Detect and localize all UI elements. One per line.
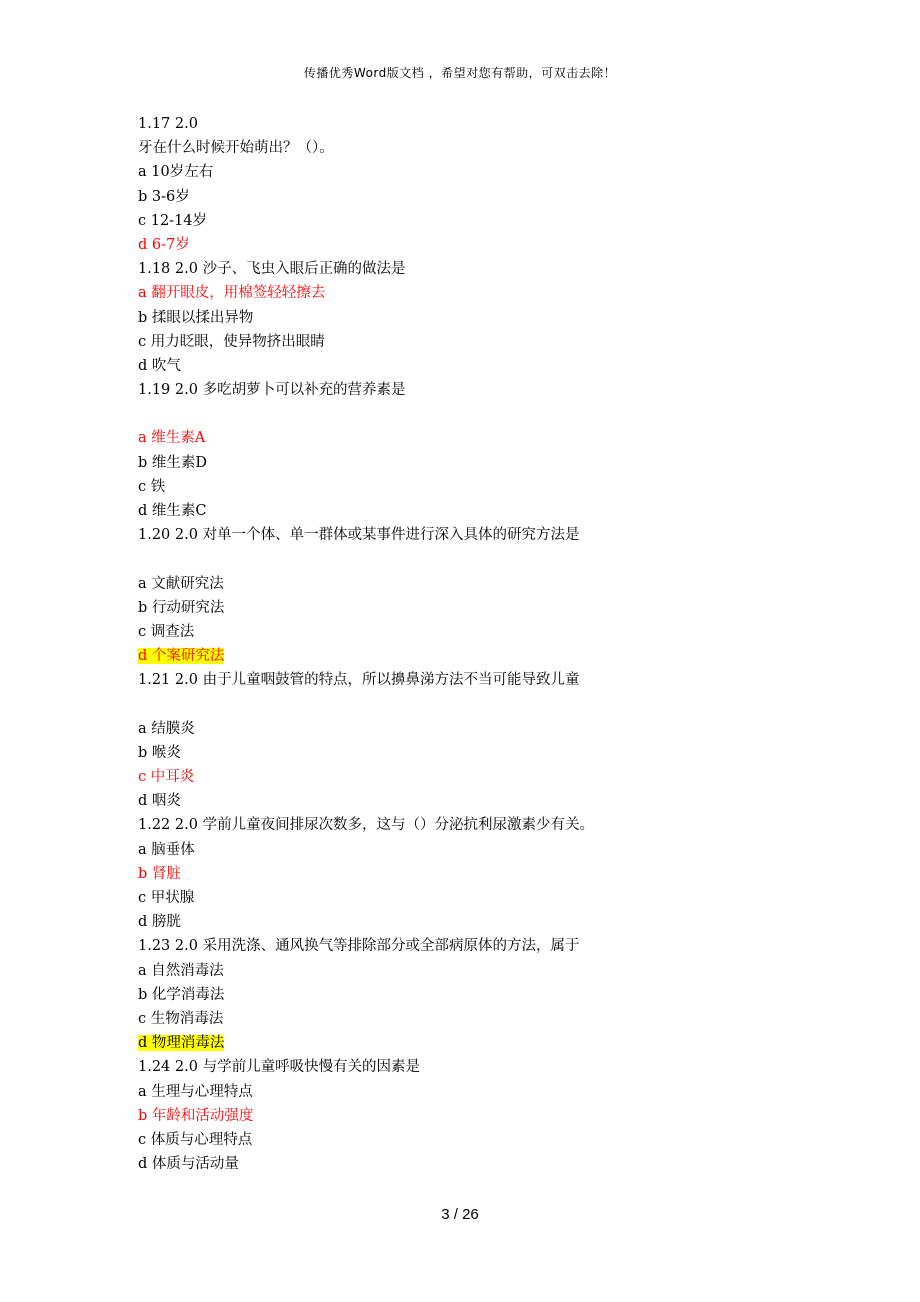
line-text: a 翻开眼皮，用棉签轻轻擦去 xyxy=(138,285,326,302)
question-text xyxy=(138,136,778,160)
line-text: a 文献研究法 xyxy=(138,575,224,592)
answer-option xyxy=(138,1104,778,1128)
line-text: c 体质与心理特点 xyxy=(138,1131,253,1148)
line-text: b 年龄和活动强度 xyxy=(138,1107,254,1124)
line-text: d 膀胱 xyxy=(138,914,181,931)
answer-option xyxy=(138,306,778,330)
line-text: c 甲状腺 xyxy=(138,890,195,906)
line-text: d 吹气 xyxy=(138,357,181,374)
line-text: 1.17 2.0 xyxy=(138,116,198,132)
question-text xyxy=(138,934,778,958)
answer-option xyxy=(138,959,778,983)
answer-option xyxy=(138,910,778,934)
answer-option xyxy=(138,983,778,1007)
answer-option xyxy=(138,838,778,862)
line-text: 1.23 2.0 采用洗涤、通风换气等排除部分或全部病原体的方法，属于 xyxy=(138,938,580,955)
line-text: 1.21 2.0 由于儿童咽鼓管的特点，所以擤鼻涕方法不当可能导致儿童 xyxy=(138,672,580,689)
blank-line xyxy=(138,693,778,717)
question-text xyxy=(138,1055,778,1079)
line-text: a 自然消毒法 xyxy=(138,962,224,979)
line-text: b 喉炎 xyxy=(138,744,181,761)
answer-option xyxy=(138,717,778,741)
answer-option xyxy=(138,160,778,184)
answer-option xyxy=(138,1031,778,1055)
line-text: a 10岁左右 xyxy=(138,164,214,181)
line-text: d 6-7岁 xyxy=(138,236,190,253)
answer-option xyxy=(138,281,778,305)
answer-option xyxy=(138,1128,778,1152)
line-text: 1.19 2.0 多吃胡萝卜可以补充的营养素是 xyxy=(138,382,406,399)
line-text: d 体质与活动量 xyxy=(138,1156,239,1173)
line-text: 1.20 2.0 对单一个体、单一群体或某事件进行深入具体的研究方法是 xyxy=(138,527,580,544)
line-text: d 个案研究法 xyxy=(138,648,225,665)
answer-option xyxy=(138,886,778,910)
line-text: b 维生素D xyxy=(138,454,208,471)
line-text: c 12-14岁 xyxy=(138,212,208,229)
blank-line xyxy=(138,402,778,426)
line-text: c 用力眨眼，使异物挤出眼睛 xyxy=(138,333,325,350)
question-text xyxy=(138,112,778,136)
answer-option xyxy=(138,572,778,596)
answer-option xyxy=(138,451,778,475)
question-text xyxy=(138,257,778,281)
line-text: b 3-6岁 xyxy=(138,188,190,205)
page-header: 传播优秀Word版文档 ，希望对您有帮助，可双击去除！ xyxy=(303,66,617,80)
line-text: 1.22 2.0 学前儿童夜间排尿次数多，这与（）分泌抗利尿激素少有关。 xyxy=(138,817,595,834)
answer-option xyxy=(138,1080,778,1104)
line-text: d 维生素C xyxy=(138,503,207,519)
line-text: c 调查法 xyxy=(138,623,195,640)
line-text: b 化学消毒法 xyxy=(138,986,225,1003)
line-text: c 生物消毒法 xyxy=(138,1010,224,1027)
answer-option xyxy=(138,1007,778,1031)
line-text: d 咽炎 xyxy=(138,793,181,810)
answer-option xyxy=(138,644,778,668)
answer-option xyxy=(138,789,778,813)
answer-option xyxy=(138,862,778,886)
answer-option xyxy=(138,596,778,620)
line-text: 1.24 2.0 与学前儿童呼吸快慢有关的因素是 xyxy=(138,1059,421,1076)
question-text xyxy=(138,378,778,402)
line-text: b 行动研究法 xyxy=(138,599,225,616)
line-text: c 中耳炎 xyxy=(138,769,195,786)
answer-option xyxy=(138,354,778,378)
question-text xyxy=(138,523,778,547)
page-number: 3 / 26 xyxy=(441,1206,479,1223)
answer-option xyxy=(138,475,778,499)
line-text: a 维生素A xyxy=(138,430,206,447)
line-text: b 揉眼以揉出异物 xyxy=(138,309,254,326)
answer-option xyxy=(138,330,778,354)
answer-option xyxy=(138,233,778,257)
line-text: 牙在什么时候开始萌出？（）。 xyxy=(138,140,334,157)
answer-option xyxy=(138,426,778,450)
answer-option xyxy=(138,620,778,644)
answer-option xyxy=(138,741,778,765)
line-text: a 脑垂体 xyxy=(138,841,195,858)
line-text: a 结膜炎 xyxy=(138,720,195,737)
document-body xyxy=(138,112,778,1176)
answer-option xyxy=(138,1152,778,1176)
question-text xyxy=(138,813,778,837)
line-text: c 铁 xyxy=(138,478,166,495)
line-text: a 生理与心理特点 xyxy=(138,1083,253,1100)
answer-option xyxy=(138,209,778,233)
question-text xyxy=(138,668,778,692)
line-text: b 肾脏 xyxy=(138,865,181,882)
answer-option xyxy=(138,499,778,523)
answer-option xyxy=(138,765,778,789)
blank-line xyxy=(138,547,778,571)
line-text: 1.18 2.0 沙子、飞虫入眼后正确的做法是 xyxy=(138,261,406,278)
line-text: d 物理消毒法 xyxy=(138,1035,225,1052)
answer-option xyxy=(138,185,778,209)
